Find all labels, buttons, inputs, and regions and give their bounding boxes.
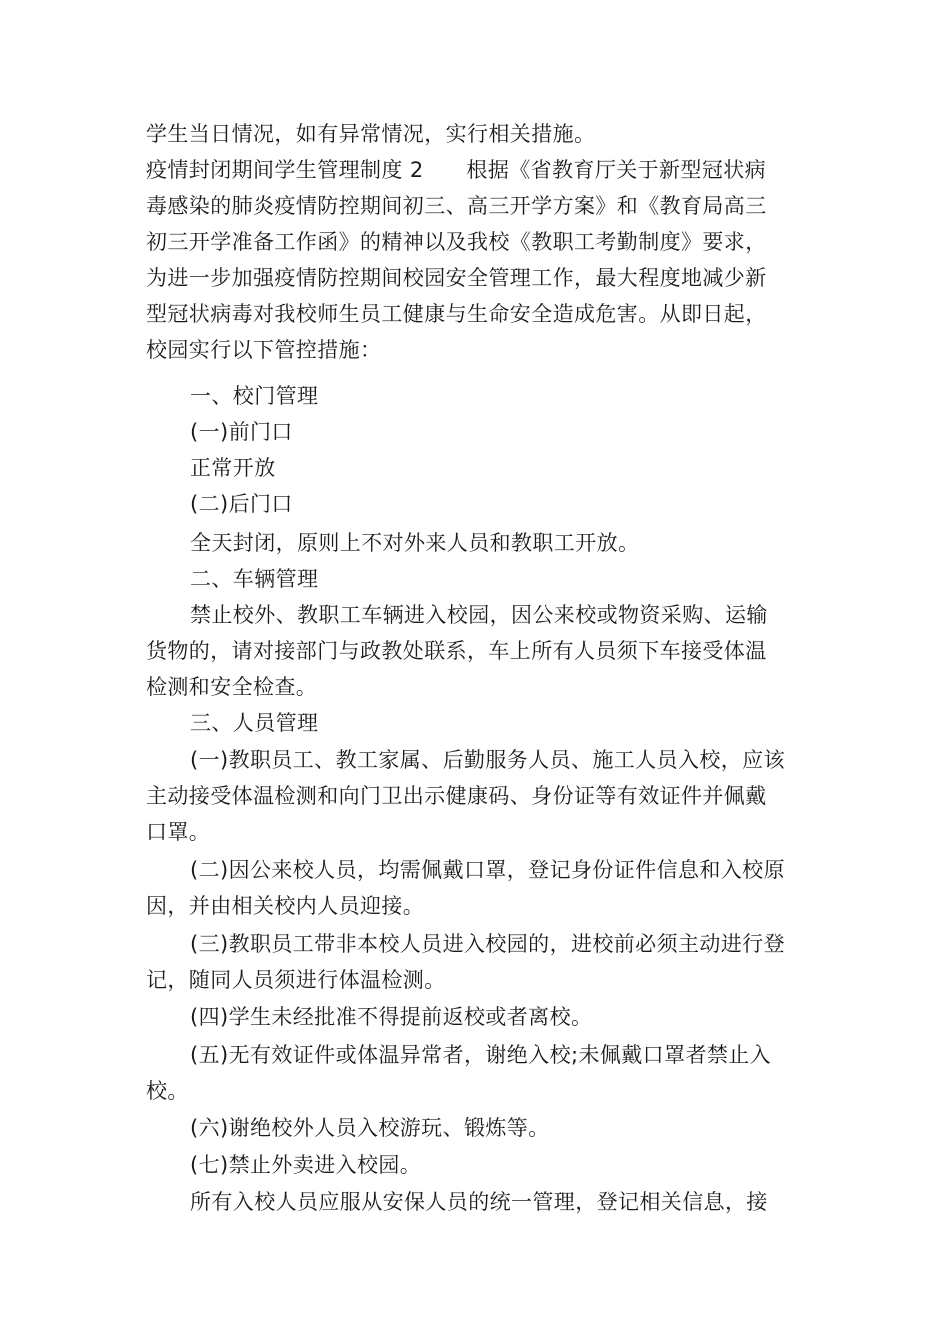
body-text-line: 学生当日情况，如有异常情况，实行相关措施。	[146, 122, 596, 146]
heading-vehicle-management: 二、车辆管理	[190, 567, 319, 591]
body-text-line: (六)谢绝校外人员入校游玩、锻炼等。	[190, 1116, 550, 1140]
heading-personnel-management: 三、人员管理	[190, 711, 319, 735]
body-text-line: 型冠状病毒对我校师生员工健康与生命安全造成危害。从即日起，	[146, 302, 767, 326]
section-title-line: 疫情封闭期间学生管理制度 2 根据《省教育厅关于新型冠状病	[146, 158, 767, 182]
body-text-line: (四)学生未经批准不得提前返校或者离校。	[190, 1005, 593, 1029]
body-text-line: 货物的，请对接部门与政教处联系，车上所有人员须下车接受体温	[146, 639, 767, 663]
body-text-line: (三)教职员工带非本校人员进入校园的，进校前必须主动进行登	[190, 932, 785, 956]
body-text-line: 记，随同人员须进行体温检测。	[146, 968, 446, 992]
subheading-back-gate: (二)后门口	[190, 492, 293, 516]
heading-gate-management: 一、校门管理	[190, 384, 319, 408]
body-text-line: 主动接受体温检测和向门卫出示健康码、身份证等有效证件并佩戴	[146, 784, 767, 808]
body-text-line: 校园实行以下管控措施：	[146, 338, 382, 362]
subheading-front-gate: (一)前门口	[190, 420, 293, 444]
body-text-line: (一)教职员工、教工家属、后勤服务人员、施工人员入校，应该	[190, 748, 785, 772]
body-text-line: 口罩。	[146, 820, 211, 844]
body-text-line: 毒感染的肺炎疫情防控期间初三、高三开学方案》和《教育局高三	[146, 194, 767, 218]
body-text-line: (七)禁止外卖进入校园。	[190, 1153, 422, 1177]
body-text-line: 检测和安全检查。	[146, 675, 318, 699]
body-text-line: 为进一步加强疫情防控期间校园安全管理工作，最大程度地减少新	[146, 266, 767, 290]
body-text-line: (五)无有效证件或体温异常者，谢绝入校;未佩戴口罩者禁止入	[190, 1043, 772, 1067]
body-text-line: 所有入校人员应服从安保人员的统一管理，登记相关信息，接	[190, 1190, 768, 1214]
body-text-line: 初三开学准备工作函》的精神以及我校《教职工考勤制度》要求，	[146, 230, 767, 254]
body-text-line: 全天封闭，原则上不对外来人员和教职工开放。	[190, 531, 640, 555]
body-text-line: 正常开放	[190, 456, 276, 480]
body-text-line: 因，并由相关校内人员迎接。	[146, 894, 425, 918]
body-text-line: 校。	[146, 1079, 189, 1103]
body-text-line: 禁止校外、教职工车辆进入校园，因公来校或物资采购、运输	[190, 603, 768, 627]
body-text-line: (二)因公来校人员，均需佩戴口罩，登记身份证件信息和入校原	[190, 858, 785, 882]
